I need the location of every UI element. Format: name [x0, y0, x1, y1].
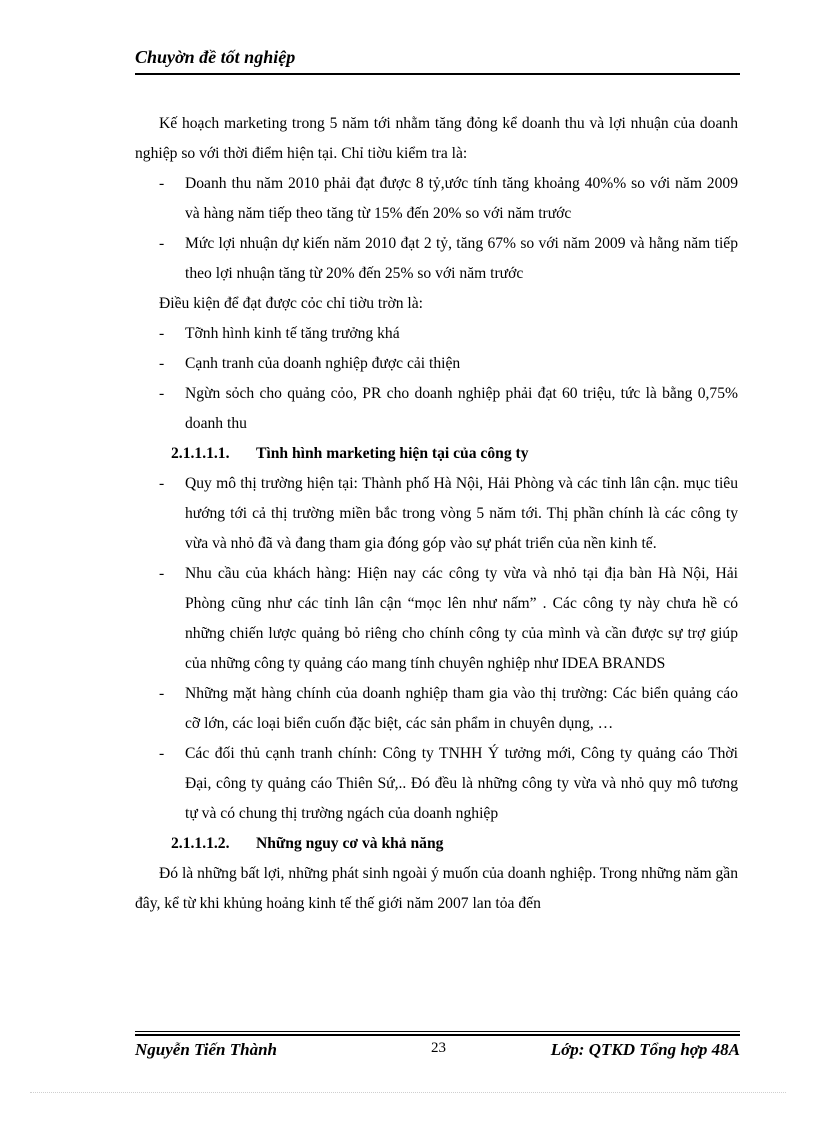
list-item: - Tỡnh hình kinh tế tăng trưởng khá: [159, 325, 400, 342]
list-item: - Các đối thủ cạnh tranh chính: Công ty TNHH Ý tưởng mới, Công ty quảng cáo Thời Đại, công ty quảng cáo Thiên Sứ,.. Đó đều là những công ty vừa và nhỏ quy mô tương tự và có chung thị trường ngách của doanh nghiệp: [159, 745, 738, 822]
page-number: 23: [431, 1040, 446, 1056]
list-item: - Doanh thu năm 2010 phải đạt được 8 tỷ,ước tính tăng khoảng 40%% so với năm 2009 và hàng năm tiếp theo tăng từ 15% đến 20% so với năm trước: [159, 175, 738, 222]
paragraph-risks: Đó là những bất lợi, những phát sinh ngoài ý muốn của doanh nghiệp. Trong những năm gần đây, kể từ khi khủng hoảng kinh tế thế giới năm 2007 lan tỏa đến: [135, 865, 738, 912]
page-bottom-border: [30, 1092, 786, 1093]
footer-divider-thick: [135, 1034, 740, 1036]
section-title: Những nguy cơ và khả năng: [256, 835, 444, 852]
page-header-title: Chuyờn đề tốt nghiệp: [135, 47, 296, 67]
list-item-text: Các đối thủ cạnh tranh chính: Công ty TNHH Ý tưởng mới, Công ty quảng cáo Thời Đại, công ty quảng cáo Thiên Sứ,.. Đó đều là những công ty vừa và nhỏ quy mô tương tự và có chung thị trường ngách của doanh nghiệp: [185, 745, 738, 822]
list-item-text: Ngừn sỏch cho quảng cỏo, PR cho doanh nghiệp phải đạt 60 triệu, tức là bằng 0,75% doanh thu: [185, 385, 738, 432]
list-item-text: Cạnh tranh của doanh nghiệp được cải thiện: [185, 355, 461, 372]
paragraph-conditions: Điều kiện để đạt được cỏc chỉ tiờu trờn là:: [159, 295, 423, 312]
header-divider: [135, 73, 740, 75]
list-item-text: Những mặt hàng chính của doanh nghiệp tham gia vào thị trường: Các biển quảng cáo cỡ lớn, các loại biển cuốn đặc biệt, các sản phẩm in chuyên dụng, …: [185, 685, 738, 732]
list-item-text: Quy mô thị trường hiện tại: Thành phố Hà Nội, Hải Phòng và các tỉnh lân cận. mục tiêu hướng tới cả thị trường miền bắc trong vòng 5 năm tới. Thị phần chính là các công ty vừa và nhỏ đã và đang tham gia đóng góp vào sự phát triển của nền kinh tế.: [185, 475, 738, 552]
section-heading: [135, 439, 738, 469]
paragraph-intro: Kế hoạch marketing trong 5 năm tới nhằm tăng đỏng kể doanh thu và lợi nhuận của doanh nghiệp so với thời điểm hiện tại. Chỉ tiờu kiểm tra là:: [135, 115, 738, 162]
section-number: 2.1.1.1.2.: [171, 835, 230, 852]
footer-divider: [135, 1031, 740, 1032]
list-item: - Ngừn sỏch cho quảng cỏo, PR cho doanh nghiệp phải đạt 60 triệu, tức là bằng 0,75% doanh thu: [159, 385, 738, 432]
footer-class: Lớp: QTKD Tổng hợp 48A: [550, 1040, 740, 1059]
list-item-text: Mức lợi nhuận dự kiến năm 2010 đạt 2 tỷ, tăng 67% so với năm 2009 và hằng năm tiếp theo lợi nhuận tăng từ 20% đến 25% so với năm trước: [185, 235, 738, 282]
section-number: 2.1.1.1.1.: [171, 445, 230, 462]
section-heading: [135, 829, 738, 859]
list-item: - Những mặt hàng chính của doanh nghiệp tham gia vào thị trường: Các biển quảng cáo cỡ lớn, các loại biển cuốn đặc biệt, các sản phẩm in chuyên dụng, …: [159, 685, 738, 732]
list-item-text: Nhu cầu của khách hàng: Hiện nay các công ty vừa và nhỏ tại địa bàn Hà Nội, Hải Phòng cũng như các tỉnh lân cận “mọc lên như nấm” . Các công ty này chưa hề có những chiến lược quảng bỏ riêng cho chính công ty của mình và cần được sự trợ giúp của những công ty quảng cáo mang tính chuyên nghiệp như IDEA BRANDS: [185, 565, 738, 672]
document-body: [135, 109, 738, 919]
list-item: - Quy mô thị trường hiện tại: Thành phố Hà Nội, Hải Phòng và các tỉnh lân cận. mục tiêu hướng tới cả thị trường miền bắc trong vòng 5 năm tới. Thị phần chính là các công ty vừa và nhỏ đã và đang tham gia đóng góp vào sự phát triển của nền kinh tế.: [159, 475, 738, 552]
list-item: - Nhu cầu của khách hàng: Hiện nay các công ty vừa và nhỏ tại địa bàn Hà Nội, Hải Phòng cũng như các tỉnh lân cận “mọc lên như nấm” . Các công ty này chưa hề có những chiến lược quảng bỏ riêng cho chính công ty của mình và cần được sự trợ giúp của những công ty quảng cáo mang tính chuyên nghiệp như IDEA BRANDS: [159, 565, 738, 672]
footer-author: Nguyễn Tiến Thành: [135, 1040, 278, 1059]
list-item-text: Doanh thu năm 2010 phải đạt được 8 tỷ,ước tính tăng khoảng 40%% so với năm 2009 và hàng năm tiếp theo tăng từ 15% đến 20% so với năm trước: [185, 175, 738, 222]
list-item: - Mức lợi nhuận dự kiến năm 2010 đạt 2 tỷ, tăng 67% so với năm 2009 và hằng năm tiếp theo lợi nhuận tăng từ 20% đến 25% so với năm trước: [159, 235, 738, 282]
section-title: Tình hình marketing hiện tại của công ty: [256, 445, 529, 462]
list-item: - Cạnh tranh của doanh nghiệp được cải thiện: [159, 355, 461, 372]
list-item-text: Tỡnh hình kinh tế tăng trưởng khá: [185, 325, 400, 342]
